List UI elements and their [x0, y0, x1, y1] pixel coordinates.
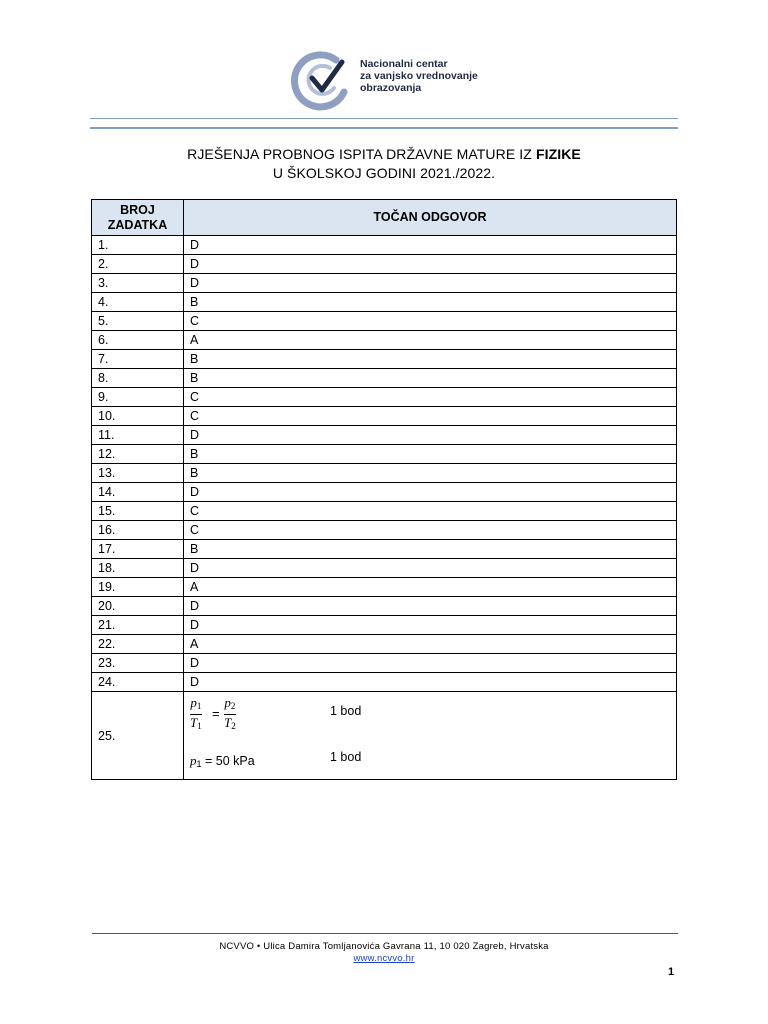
table-row — [92, 559, 677, 578]
task-answer: D — [183, 597, 676, 616]
task-number: 6. — [92, 331, 184, 350]
table-row — [92, 464, 677, 483]
task-answer: D — [183, 559, 676, 578]
table-row — [92, 255, 677, 274]
task-number: 18. — [92, 559, 184, 578]
task-number: 22. — [92, 635, 184, 654]
task-answer: D — [183, 616, 676, 635]
table-row — [92, 597, 677, 616]
table-row — [92, 312, 677, 331]
task-answer: B — [183, 445, 676, 464]
task-number: 16. — [92, 521, 184, 540]
task-answer: C — [183, 407, 676, 426]
task-answer: D — [183, 654, 676, 673]
task-number-25: 25. — [92, 692, 184, 780]
task-answer: B — [183, 369, 676, 388]
task-answer: A — [183, 635, 676, 654]
task-number: 5. — [92, 312, 184, 331]
table-row — [92, 521, 677, 540]
task-number: 24. — [92, 673, 184, 692]
table-row — [92, 502, 677, 521]
task-answer: C — [183, 521, 676, 540]
table-row — [92, 673, 677, 692]
header-divider-thin — [90, 118, 678, 119]
task-number: 14. — [92, 483, 184, 502]
title-subject: FIZIKE — [535, 146, 581, 162]
header-correct-answer: TOČAN ODGOVOR — [183, 200, 676, 236]
task-answer: D — [183, 426, 676, 445]
checkmark-circle-icon — [290, 48, 354, 112]
table-row — [92, 388, 677, 407]
task-answer: C — [183, 312, 676, 331]
table-row — [92, 274, 677, 293]
table-row — [92, 654, 677, 673]
task-answer: D — [183, 255, 676, 274]
formula-equals: = — [211, 706, 220, 721]
table-header-row — [92, 200, 677, 236]
task-number: 8. — [92, 369, 184, 388]
task-answer: A — [183, 578, 676, 597]
task-number: 15. — [92, 502, 184, 521]
task-number: 19. — [92, 578, 184, 597]
task-number: 23. — [92, 654, 184, 673]
task-number: 11. — [92, 426, 184, 445]
logo-line: za vanjsko vrednovanje — [360, 70, 478, 82]
table-row — [92, 407, 677, 426]
points-label-1: 1 bod — [329, 704, 362, 718]
task-number: 3. — [92, 274, 184, 293]
formula-right-fraction: $p_2$ $T_2$ — [223, 695, 236, 731]
table-row — [92, 350, 677, 369]
task-number: 7. — [92, 350, 184, 369]
footer — [90, 941, 678, 965]
answer-rows — [92, 236, 677, 692]
task-answer: D — [183, 274, 676, 293]
task-answer-25 — [183, 692, 676, 780]
header-divider-thick — [90, 127, 678, 129]
points-label-2: 1 bod — [329, 750, 362, 764]
header-task-number: BROJ ZADATKA — [92, 200, 184, 236]
task-answer: D — [183, 236, 676, 255]
table-row — [92, 426, 677, 445]
table-row — [92, 483, 677, 502]
ncvvo-logo — [290, 48, 490, 112]
task-answer: D — [183, 483, 676, 502]
task-answer: B — [183, 464, 676, 483]
task-answer: B — [183, 350, 676, 369]
task-number: 1. — [92, 236, 184, 255]
table-row — [92, 331, 677, 350]
task-number: 20. — [92, 597, 184, 616]
footer-address: NCVVO • Ulica Damira Tomljanovića Gavrana 11, 10 020 Zagreb, Hrvatska — [219, 941, 549, 952]
task-number: 17. — [92, 540, 184, 559]
task-number: 2. — [92, 255, 184, 274]
title-line-1 — [90, 145, 678, 164]
table-row — [92, 445, 677, 464]
answers-table — [91, 199, 677, 780]
task-number: 4. — [92, 293, 184, 312]
result-value: $p_1 = 50$ kPa — [189, 753, 255, 769]
table-row — [92, 293, 677, 312]
table-row — [92, 578, 677, 597]
title-line-2: U ŠKOLSKOJ GODINI 2021./2022. — [272, 165, 496, 181]
task-answer: B — [183, 293, 676, 312]
task-number: 21. — [92, 616, 184, 635]
formula-left-fraction: $p_1$ $T_1$ — [189, 695, 202, 731]
task-answer: C — [183, 502, 676, 521]
logo-text — [360, 58, 478, 94]
task-answer: C — [183, 388, 676, 407]
page-number: 1 — [668, 966, 675, 978]
footer-divider — [92, 933, 678, 934]
task-number: 13. — [92, 464, 184, 483]
table-row — [92, 635, 677, 654]
table-row — [92, 369, 677, 388]
table-row — [92, 236, 677, 255]
table-row-25 — [92, 692, 677, 780]
table-row — [92, 540, 677, 559]
task-answer: A — [183, 331, 676, 350]
logo-line: Nacionalni centar — [360, 58, 448, 70]
task-answer: D — [183, 673, 676, 692]
task-number: 12. — [92, 445, 184, 464]
task-answer: B — [183, 540, 676, 559]
document-title — [90, 145, 678, 183]
task-number: 10. — [92, 407, 184, 426]
task-number: 9. — [92, 388, 184, 407]
title-prefix: RJEŠENJA PROBNOG ISPITA DRŽAVNE MATURE IZ — [187, 146, 532, 162]
logo-line: obrazovanja — [360, 82, 422, 94]
table-row — [92, 616, 677, 635]
footer-link[interactable]: www.ncvvo.hr — [353, 953, 415, 964]
